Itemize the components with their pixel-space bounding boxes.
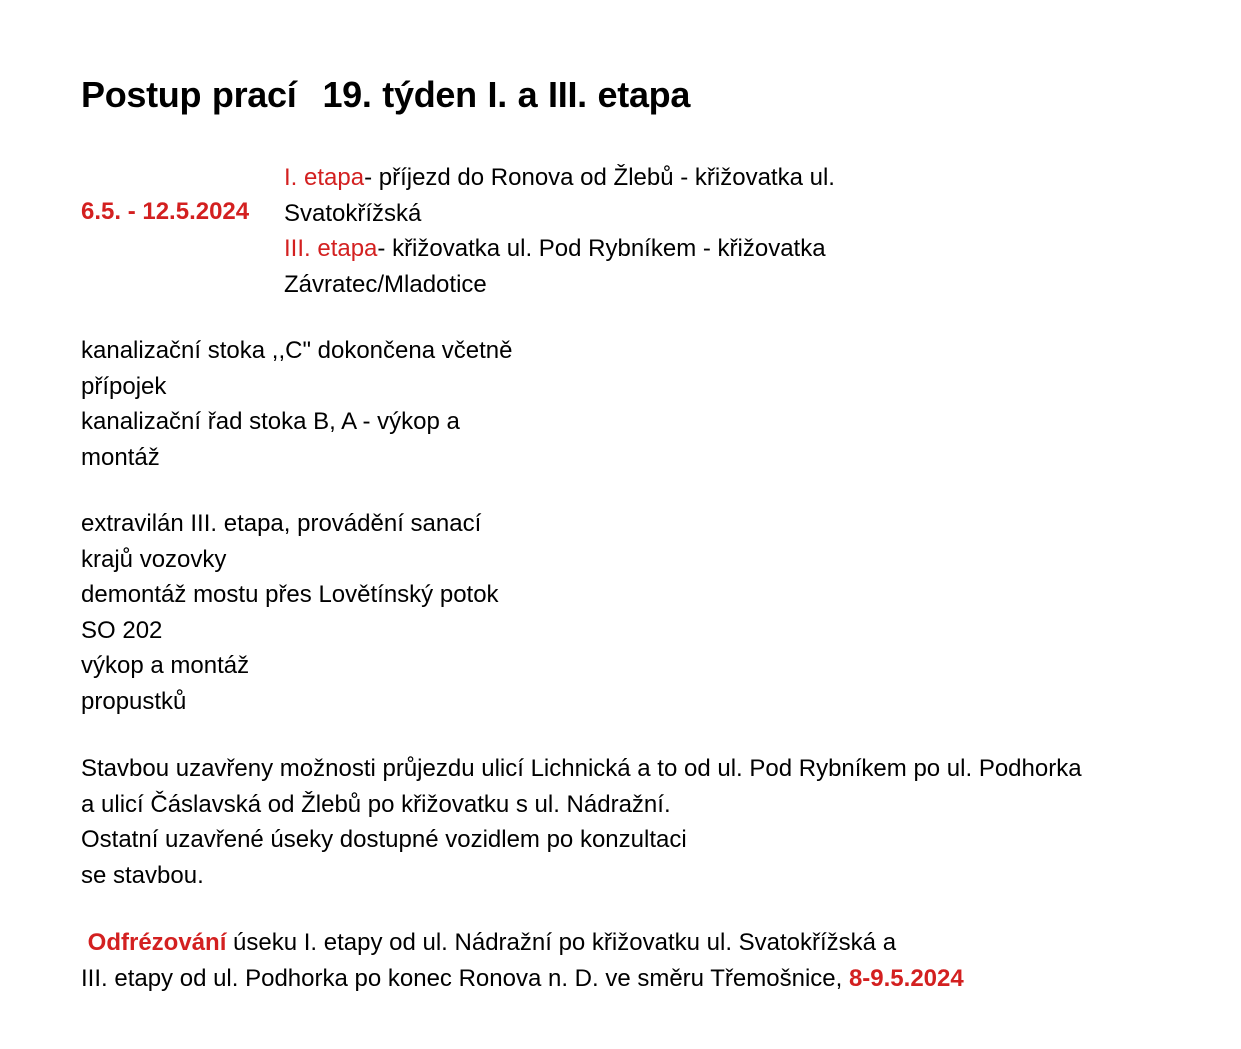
closure-line: se stavbou.	[81, 861, 204, 889]
closure-line: a ulicí Čáslavská od Žlebů po křižovatku s ul. Nádražní.	[81, 790, 671, 818]
title-left: Postup prací	[81, 74, 297, 115]
stage-1-text-1: - příjezd do Ronova od Žlebů - křižovatka ul.	[364, 164, 835, 191]
extravilan-line: propustků	[81, 687, 187, 715]
stage-2-line-1	[284, 231, 835, 267]
stage-2-text-1: - křižovatka ul. Pod Rybníkem - křižovatka	[377, 235, 826, 262]
milling-highlight: Odfrézování	[87, 929, 227, 956]
extravilan-line: krajů vozovky	[81, 545, 227, 573]
stage-1-text-2: Svatokřížská	[284, 199, 422, 227]
closure-line: Ostatní uzavřené úseky dostupné vozidlem po konzultaci	[81, 826, 687, 853]
stages-block	[284, 160, 835, 302]
sewer-line: montáž	[81, 443, 160, 471]
stage-2-text-2: Závratec/Mladotice	[284, 270, 487, 298]
milling-block	[81, 925, 964, 996]
milling-line-2-text: III. etapy od ul. Podhorka po konec Ronova n. D. ve směru Třemošnice,	[81, 964, 849, 992]
milling-line-2	[81, 961, 964, 997]
closures-block	[81, 751, 1082, 893]
milling-line-1	[81, 925, 964, 961]
milling-date: 8-9.5.2024	[848, 964, 964, 992]
stage-1-line-1	[284, 160, 835, 196]
stage-2-label: III. etapa	[284, 235, 378, 262]
page-title	[81, 74, 690, 116]
extravilan-line: SO 202	[81, 616, 163, 644]
sewer-work-block	[81, 333, 512, 475]
extravilan-line: demontáž mostu přes Lovětínský potok	[81, 581, 499, 608]
sewer-line: kanalizační stoka ,,C" dokončena včetně	[81, 337, 513, 364]
sewer-line: přípojek	[81, 372, 167, 400]
title-right: 19. týden I. a III. etapa	[322, 74, 691, 115]
extravilan-line: výkop a montáž	[81, 652, 250, 679]
extravilan-work-block	[81, 506, 499, 719]
stage-1-label: I. etapa	[284, 164, 365, 191]
closure-line: Stavbou uzavřeny možnosti průjezdu ulicí Lichnická a to od ul. Pod Rybníkem po ul. Podhorka	[81, 755, 1082, 782]
milling-line-1-rest: úseku I. etapy od ul. Nádražní po křižovatku ul. Svatokřížská a	[226, 929, 897, 956]
date-range: 6.5. - 12.5.2024	[81, 198, 250, 225]
sewer-line: kanalizační řad stoka B, A - výkop a	[81, 408, 460, 435]
extravilan-line: extravilán III. etapa, provádění sanací	[81, 510, 482, 537]
